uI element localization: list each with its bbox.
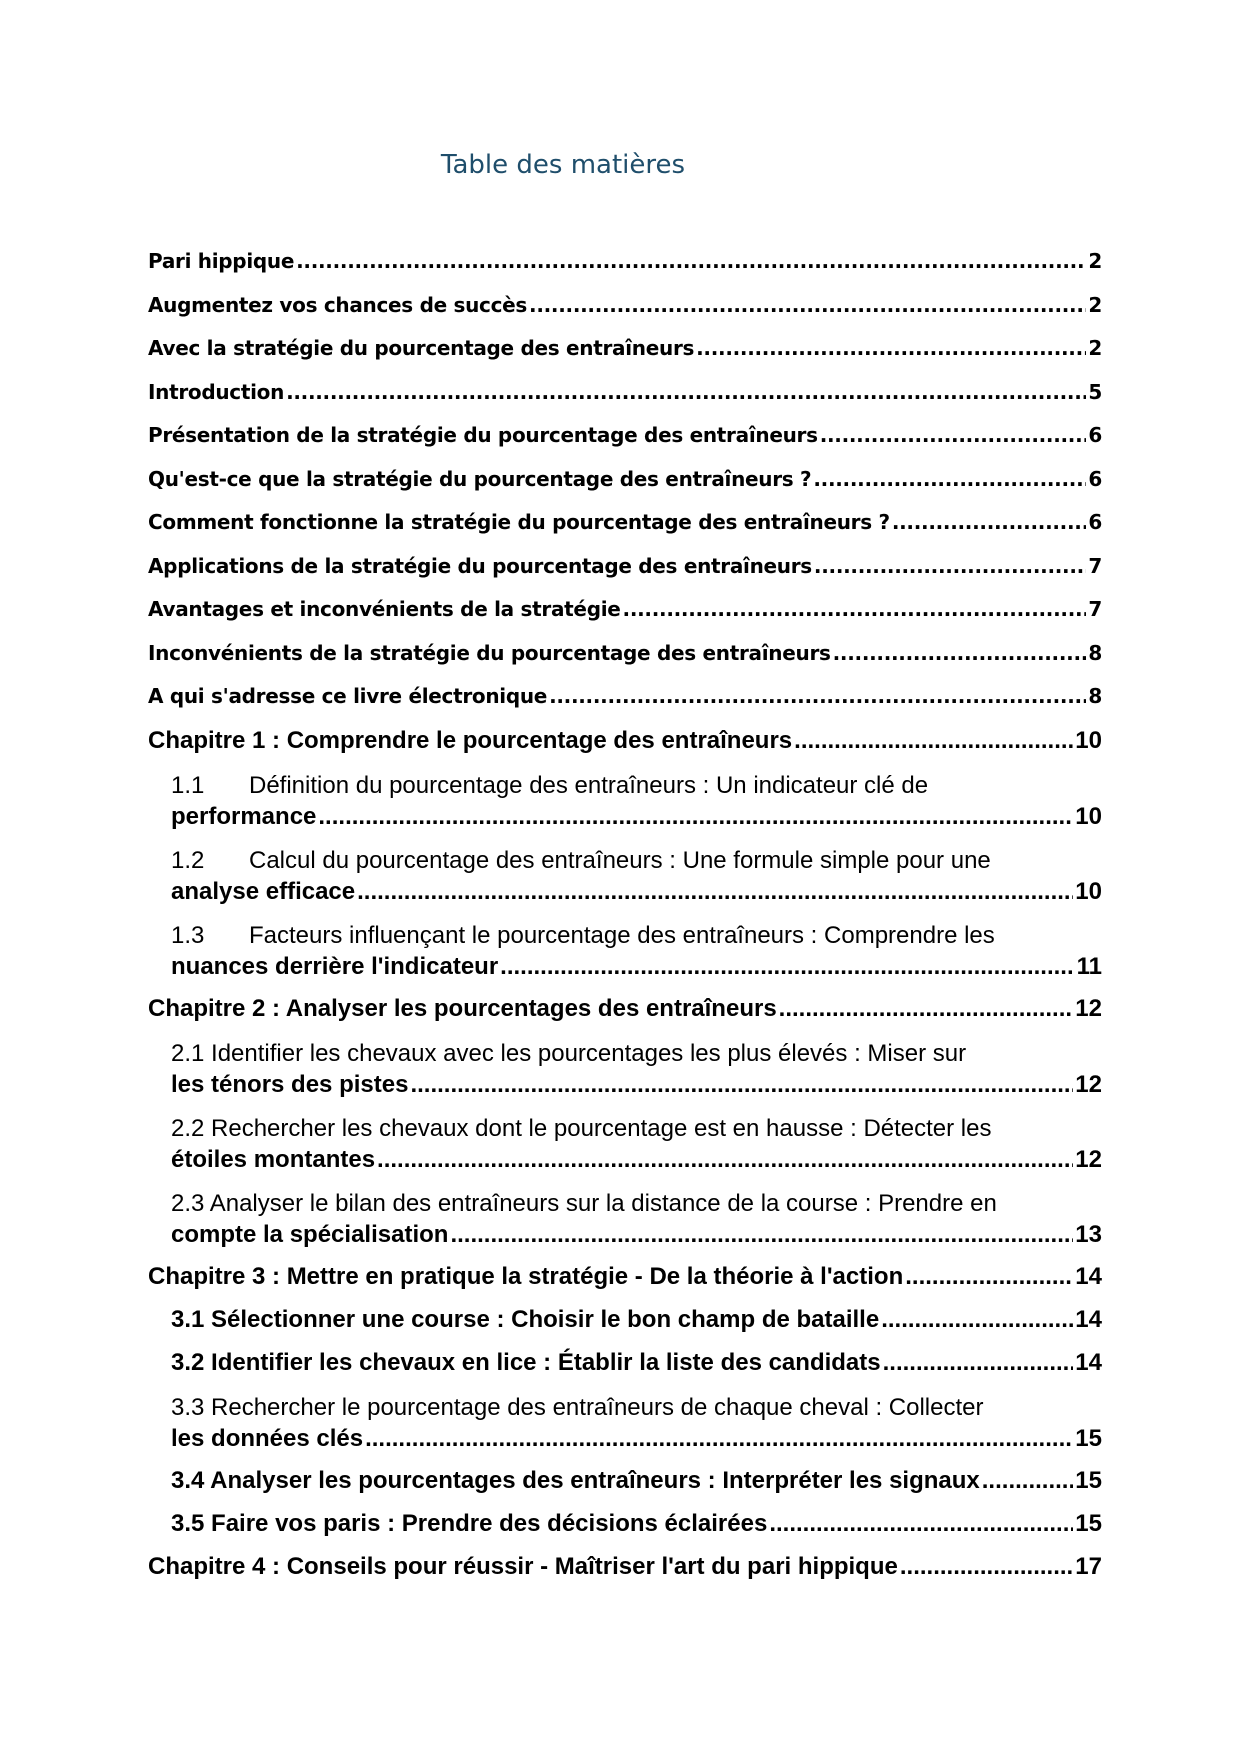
toc-page-number: 10 [1075,877,1102,905]
toc-entry-label: Présentation de la stratégie du pourcentage des entraîneurs [148,423,818,447]
toc-page-number: 15 [1075,1466,1102,1494]
toc-subentry-3-4[interactable] [171,1459,1102,1502]
toc-subentry-line: 2.2 Rechercher les chevaux dont le pourcentage est en hausse : Détecter les [171,1114,992,1142]
toc-subentry-line: 2.3 Analyser le bilan des entraîneurs sur la distance de la course : Prendre en [171,1189,997,1217]
toc-chapter-1[interactable] [148,719,1102,762]
leader-dots [318,801,1073,832]
toc-entry-label: performance [171,802,317,830]
toc-subentry-2-3[interactable] [171,1180,1102,1255]
toc-subentry-3-5[interactable] [171,1502,1102,1545]
toc-entry-label: 3.1 Sélectionner une course : Choisir le bon champ de bataille [171,1305,880,1333]
toc-subentry-line [171,876,1102,907]
toc-entry-label: les données clés [171,1424,364,1452]
toc-subentry-line [171,845,1102,876]
leader-dots [696,327,1086,371]
toc-section-number: 1.3 [171,921,205,949]
toc-entry-label: Introduction [148,379,285,404]
leader-dots [813,458,1086,502]
toc-page-number: 6 [1088,466,1102,491]
leader-dots [365,1423,1073,1454]
toc-page-number: 10 [1075,726,1102,754]
leader-dots [883,1341,1074,1384]
toc-chapter-2[interactable] [148,987,1102,1030]
leader-dots [779,987,1074,1030]
toc-page-number: 14 [1075,1305,1102,1333]
toc-subentry-line [171,920,1102,951]
toc-page-number: 10 [1075,802,1102,830]
toc-page-number: 11 [1076,952,1102,980]
toc-entry-applications[interactable] [148,545,1102,589]
toc-entry-label: Comment fonctionne la stratégie du pourcentage des entraîneurs ? [148,510,890,534]
page-title: Table des matières [440,150,686,180]
toc-subentry-3-3[interactable] [171,1384,1102,1459]
leader-dots [900,1545,1073,1588]
toc-subentry-3-1[interactable] [171,1298,1102,1341]
toc-page-number: 14 [1075,1348,1102,1376]
toc-entry-label: Qu'est-ce que la stratégie du pourcentage des entraîneurs ? [148,466,812,491]
toc-entry-label: analyse efficace [171,877,356,905]
toc-page-number: 8 [1088,684,1102,708]
leader-dots [794,719,1073,762]
toc-subentry-line: 3.3 Rechercher le pourcentage des entraîneurs de chaque cheval : Collecter [171,1393,984,1421]
toc-entry-label: les ténors des pistes [171,1070,409,1098]
toc-page-number: 6 [1088,423,1102,447]
toc-chapter-3[interactable] [148,1255,1102,1298]
leader-dots [881,1298,1073,1341]
toc-entry-label: 3.4 Analyser les pourcentages des entraîneurs : Interpréter les signaux [171,1466,980,1494]
toc-subentry-line [171,801,1102,832]
toc-subentry-line: 2.1 Identifier les chevaux avec les pourcentages les plus élevés : Miser sur [171,1039,967,1067]
toc-chapter-4[interactable] [148,1545,1102,1588]
toc-entry-label: Avantages et inconvénients de la stratégie [148,597,621,621]
toc-subentry-1-2[interactable] [171,837,1102,912]
toc-entry-label: Avec la stratégie du pourcentage des entraîneurs [148,336,695,360]
leader-dots [833,632,1087,676]
toc-entry-a-qui-sadresse[interactable] [148,675,1102,719]
toc-entry-introduction[interactable] [148,371,1102,415]
toc-entry-label: Chapitre 4 : Conseils pour réussir - Maîtriser l'art du pari hippique [148,1552,898,1580]
toc-entry-label: nuances derrière l'indicateur [171,952,499,980]
toc-page-number: 15 [1075,1509,1102,1537]
toc-entry-label: Calcul du pourcentage des entraîneurs : Une formule simple pour une [249,846,991,874]
leader-dots [982,1459,1074,1502]
toc-entry-comment-fonctionne[interactable] [148,501,1102,545]
toc-page-number: 12 [1075,994,1102,1022]
toc-entry-label: Chapitre 1 : Comprendre le pourcentage des entraîneurs [148,726,793,754]
toc-entry-label: Augmentez vos chances de succès [148,292,528,317]
toc-entry-inconvenients[interactable] [148,632,1102,676]
toc-page-number: 12 [1075,1070,1102,1098]
toc-subentry-line [171,770,1102,801]
toc-subentry-3-2[interactable] [171,1341,1102,1384]
toc-page-number: 8 [1088,640,1102,665]
toc-subentry-line [171,1423,1102,1454]
toc-section-number: 1.2 [171,846,205,874]
toc-entry-label: Inconvénients de la stratégie du pourcentage des entraîneurs [148,640,831,665]
leader-dots [892,501,1087,545]
toc-entry-label: Pari hippique [148,249,295,273]
toc-subentry-1-1[interactable] [171,762,1102,837]
leader-dots [377,1144,1073,1175]
toc-subentry-line [171,951,1102,982]
toc-entry-label: étoiles montantes [171,1145,376,1173]
toc-subentry-2-2[interactable] [171,1105,1102,1180]
toc-page-number: 12 [1075,1145,1102,1173]
toc-entry-label: Facteurs influençant le pourcentage des entraîneurs : Comprendre les [249,921,995,949]
leader-dots [500,951,1074,982]
toc-entry-pari-hippique[interactable] [148,240,1102,284]
toc-entry-label: 3.2 Identifier les chevaux en lice : Établir la liste des candidats [171,1348,881,1376]
toc-entry-label: compte la spécialisation [171,1220,449,1248]
toc-entry-presentation[interactable] [148,414,1102,458]
toc-subentry-1-3[interactable] [171,912,1102,987]
toc-page-number: 2 [1088,292,1102,317]
leader-dots [357,876,1073,907]
leader-dots [623,588,1087,632]
leader-dots [769,1502,1073,1545]
leader-dots [529,284,1086,328]
leader-dots [296,240,1086,284]
leader-dots [820,414,1087,458]
toc-subentry-line [171,1144,1102,1175]
toc-entry-label: 3.5 Faire vos paris : Prendre des décisions éclairées [171,1509,768,1537]
toc-entry-label: A qui s'adresse ce livre électronique [148,684,548,708]
toc-subentry-line [171,1069,1102,1100]
toc-subentry-line [171,1219,1102,1250]
toc-entry-augmentez[interactable] [148,284,1102,328]
toc-entry-quest-ce-que[interactable] [148,458,1102,502]
leader-dots [450,1219,1073,1250]
leader-dots [410,1069,1073,1100]
leader-dots [905,1255,1073,1298]
toc-page-number: 14 [1075,1262,1102,1290]
toc-page-number: 13 [1075,1220,1102,1248]
toc-page-number: 7 [1088,597,1102,621]
leader-dots [814,545,1086,589]
toc-page-number: 15 [1075,1424,1102,1452]
toc-entry-avantages[interactable] [148,588,1102,632]
toc-entry-label: Chapitre 2 : Analyser les pourcentages des entraîneurs [148,994,777,1022]
toc-entry-avec-la-strategie[interactable] [148,327,1102,371]
toc-entry-label: Définition du pourcentage des entraîneurs : Un indicateur clé de [249,771,929,799]
toc-page-number: 2 [1088,336,1102,360]
toc-page-number: 6 [1088,510,1102,534]
table-of-contents [148,240,1102,1588]
leader-dots [286,371,1086,415]
toc-page-number: 7 [1088,553,1102,578]
toc-entry-label: Chapitre 3 : Mettre en pratique la stratégie - De la théorie à l'action [148,1262,904,1290]
toc-page-number: 5 [1088,379,1102,404]
toc-subentry-2-1[interactable] [171,1030,1102,1105]
toc-entry-label: Applications de la stratégie du pourcentage des entraîneurs [148,553,812,578]
toc-section-number: 1.1 [171,771,205,799]
toc-page-number: 2 [1088,249,1102,273]
leader-dots [549,675,1086,719]
toc-page-number: 17 [1075,1552,1102,1580]
